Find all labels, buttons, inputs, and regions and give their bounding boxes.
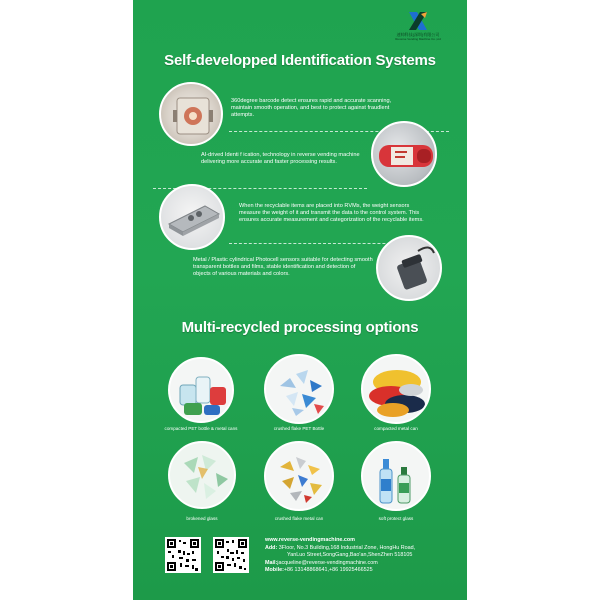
page-title: Self-developped Identification Systems	[164, 52, 436, 69]
website-link[interactable]: www.reverse-vendingmachine.com	[265, 537, 355, 543]
mail-label: Mail:	[265, 559, 278, 566]
feature-1-text: 360degree barcode detect ensures rapid and accurate scanning, maintain smooth operation, and best to protect against fraudlent attempts.	[231, 98, 392, 118]
mobile-label: Mobile:	[265, 567, 284, 574]
barcode-scanner-image	[159, 82, 223, 146]
logo-mark-icon	[407, 10, 429, 32]
option-caption: crushed flake metal can	[274, 516, 324, 521]
option-image-compacted-metal	[361, 354, 431, 424]
contact-block	[265, 537, 465, 575]
option-caption: compacted metal can	[374, 426, 418, 431]
feature-3-text: When the recyclable items are placed into RVMs, the weight sensors measure the weight of it and transmit the data to the control system. This ensures accurate measurement and categorization of the recyclable items.	[239, 203, 424, 223]
company-logo	[383, 10, 453, 41]
qr-code	[165, 537, 201, 573]
ai-identification-image	[371, 121, 437, 187]
feature-2-text: AI-drived Identi f ication, technology in reverse vending machine delivering more accurate and faster processing results.	[201, 152, 360, 165]
company-name-en: Reverse Vending Machine Co.,Ltd	[395, 37, 441, 41]
poster	[133, 0, 467, 600]
option-image-crushed-pet	[264, 354, 334, 424]
email-link[interactable]: jacqueline@reverse-vendingmachine.com	[277, 559, 378, 566]
address-line-1: 3Floor, No.3 Building,168 Industrial Zone, HongHu Road,	[277, 544, 416, 551]
weight-sensor-image	[159, 184, 225, 250]
option-caption: compacted PET bottle & metal cans	[164, 426, 238, 431]
option-image-broken-glass	[168, 441, 236, 509]
qr-code	[213, 537, 249, 573]
option-image-glass-bottles	[361, 441, 431, 511]
option-caption: brokened glass	[186, 516, 218, 521]
option-image-compacted-pet-metal	[168, 357, 234, 423]
feature-4-text: Metal / Plastic cylindrical Photocell sensors suitable for detecting smooth transparent bottles and films, stable identification and detection of objects of various materials and colors.	[193, 257, 373, 277]
option-caption: soft protect glass	[378, 516, 414, 521]
section-title: Multi-recycled processing options	[181, 319, 419, 336]
address-line-2: YanLuo Street,SongGang,Bao'an,ShenZhen 518105	[287, 552, 413, 559]
address-label: Add:	[265, 544, 278, 551]
company-name-cn: 速帅科技(深圳)有限公司	[396, 32, 440, 37]
mobile-numbers: +86 13148868641,+86 19925466525	[283, 567, 373, 574]
option-image-crushed-metal	[264, 441, 334, 511]
option-caption: crushed flake PET Bottle	[273, 426, 325, 431]
photocell-sensor-image	[376, 235, 442, 301]
